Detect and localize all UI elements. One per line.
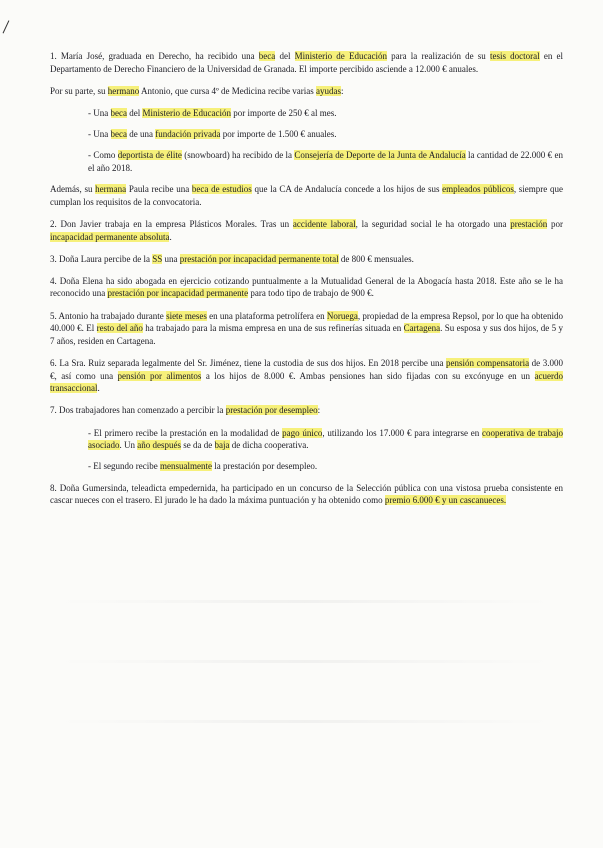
item-8: 8. Doña Gumersinda, teleadicta empedernida, ha participado en un concurso de la Selección pública con una vistosa prueba consistente en cascar nueces con el trasero. El jurado le ha dado la máxima puntuación y ha obtenido como premio 6.000 € y un cascanueces. xyxy=(50,482,563,506)
item-4: 4. Doña Elena ha sido abogada en ejercicio cotizando puntualmente a la Mutualidad General de la Abogacía hasta 2018. Este año se le ha reconocido una prestación por incapacidad permanente para todo tipo de trabajo de 900 €. xyxy=(50,275,563,299)
exercise-list xyxy=(50,50,563,516)
item-6: 6. La Sra. Ruiz separada legalmente del Sr. Jiménez, tiene la custodia de sus dos hijos. En 2018 percibe una pensión compensatoria de 3.000 €, así como una pensión por alimentos a los hijos de 8.000 €. Ambas pensiones han sido fijadas con su excónyuge en un acuerdo transaccional. xyxy=(50,358,563,394)
item-1-brother: Por su parte, su hermano Antonio, que cursa 4º de Medicina recibe varias ayudas: xyxy=(50,85,344,96)
bleed-through xyxy=(60,720,550,723)
item-5: 5. Antonio ha trabajado durante siete meses en una plataforma petrolífera en Noruega, propiedad de la empresa Repsol, por lo que ha obtenido 40.000 €. El resto del año ha trabajado para la misma empresa en una de sus refinerías situada en Cartagena. Su esposa y sus dos hijos, de 5 y 7 años, residen en Cartagena. xyxy=(50,310,563,346)
item-3: 3. Doña Laura percibe de la SS una prestación por incapacidad permanente total de 800 € mensuales. xyxy=(50,253,414,264)
bullet-deportista: - Como deportista de élite (snowboard) ha recibido de la Consejería de Deporte de la Junta de Andalucía la cantidad de 22.000 € en el año 2018. xyxy=(88,150,563,173)
bleed-through xyxy=(60,660,550,663)
item-1: 1. María José, graduada en Derecho, ha recibido una beca del Ministerio de Educación para la realización de su tesis doctoral en el Departamento de Derecho Financiero de la Universidad de Granada. El importe percibido asciende a 12.000 € anuales. xyxy=(50,51,564,74)
bullet-pago-unico: - El primero recibe la prestación en la modalidad de pago único, utilizando los 17.000 € para integrarse en cooperativa de trabajo asociado. Un año después se da de baja de dicha cooperativa. xyxy=(88,427,563,451)
bullet-mensual: - El segundo recibe mensualmente la prestación por desempleo. xyxy=(88,461,318,472)
bleed-through xyxy=(60,600,550,603)
pen-mark xyxy=(3,20,19,37)
item-2: 2. Don Javier trabaja en la empresa Plásticos Morales. Tras un accidente laboral, la seguridad social le ha otorgado una prestación por incapacidad permanente absoluta. xyxy=(50,218,563,242)
bullet-beca-fundacion: - Una beca de una fundación privada por importe de 1.500 € anuales. xyxy=(88,129,337,140)
item-1-sister: Además, su hermana Paula recibe una beca de estudios que la CA de Andalucía concede a los hijos de sus empleados públicos, siempre que cumplan los requisitos de la convocatoria. xyxy=(50,184,563,207)
bullet-beca-ministerio: - Una beca del Ministerio de Educación por importe de 250 € al mes. xyxy=(88,107,337,118)
item-7: 7. Dos trabajadores han comenzado a percibir la prestación por desempleo: xyxy=(50,405,321,416)
